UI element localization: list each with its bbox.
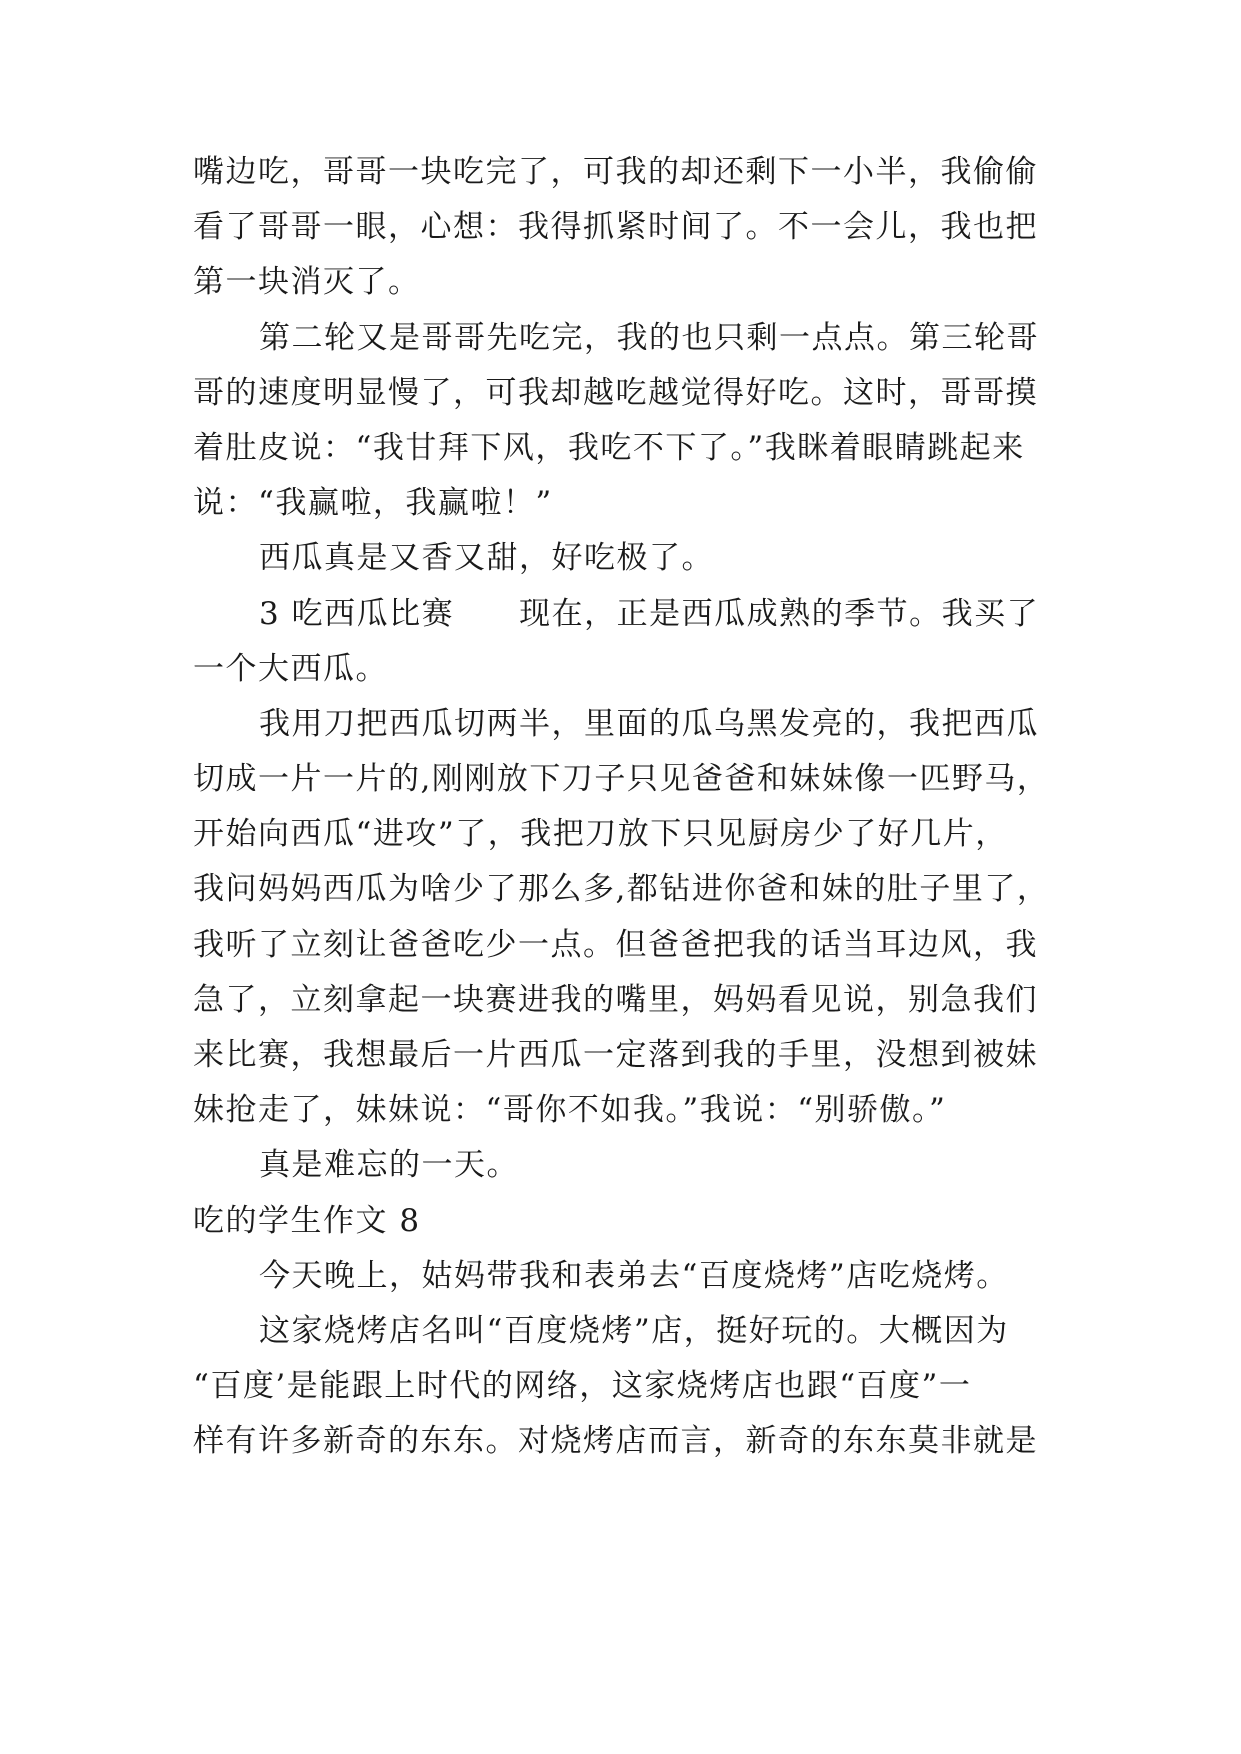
text-line: 嘴边吃，哥哥一块吃完了，可我的却还剩下一小半，我偷偷 [193,154,1038,190]
text-line: 看了哥哥一眼，心想：我得抓紧时间了。不一会儿，我也把 [193,209,1038,246]
text-line: “百度’是能跟上时代的网络，这家烧烤店也跟“百度”一 [193,1368,972,1405]
text-line: 切成一片一片的,刚刚放下刀子只见爸爸和妹妹像一匹野马， [193,761,1050,798]
text-line: 急了，立刻拿起一块赛进我的嘴里，妈妈看见说，别急我们 [193,981,1038,1018]
text-line: 说：“我赢啦，我赢啦！” [193,485,553,522]
text-line: 开始向西瓜“进攻”了，我把刀放下只见厨房少了好几片， [193,816,1008,853]
text-line: 一个大西瓜。 [193,650,388,687]
text-line: 样有许多新奇的东东。对烧烤店而言，新奇的东东莫非就是 [193,1423,1038,1460]
essay-body [193,145,1053,1470]
text-line: 妹抢走了，妹妹说：“哥你不如我。”我说：“别骄傲。” [193,1092,947,1129]
text-line: 哥的速度明显慢了，可我却越吃越觉得好吃。这时，哥哥摸 [193,374,1038,411]
text-line: 来比赛，我想最后一片西瓜一定落到我的手里，没想到被妹 [193,1037,1038,1073]
text-line: 第一块消灭了。 [193,264,421,301]
essay-heading: 吃的学生作文 8 [193,1202,421,1239]
text-line: 我问妈妈西瓜为啥少了那么多,都钻进你爸和妹的肚子里了， [193,871,1050,908]
paragraph-start-line: 第二轮又是哥哥先吃完，我的也只剩一点点。第三轮哥 [259,319,1039,356]
paragraph-start-line: 真是难忘的一天。 [259,1147,519,1184]
section-title-line: 3 吃西瓜比赛 现在，正是西瓜成熟的季节。我买了 [259,595,1040,632]
paragraph-start-line: 这家烧烤店名叫“百度烧烤”店，挺好玩的。大概因为 [259,1312,1009,1349]
paragraph-start-line: 西瓜真是又香又甜，好吃极了。 [259,540,714,577]
paragraph-start-line: 今天晚上，姑妈带我和表弟去“百度烧烤”店吃烧烤。 [259,1257,1009,1294]
text-line: 我听了立刻让爸爸吃少一点。但爸爸把我的话当耳边风，我 [193,926,1038,963]
text-line: 着肚皮说：“我甘拜下风，我吃不下了。”我眯着眼睛跳起来 [193,429,1025,466]
paragraph-start-line: 我用刀把西瓜切两半，里面的瓜乌黑发亮的，我把西瓜 [259,705,1039,742]
